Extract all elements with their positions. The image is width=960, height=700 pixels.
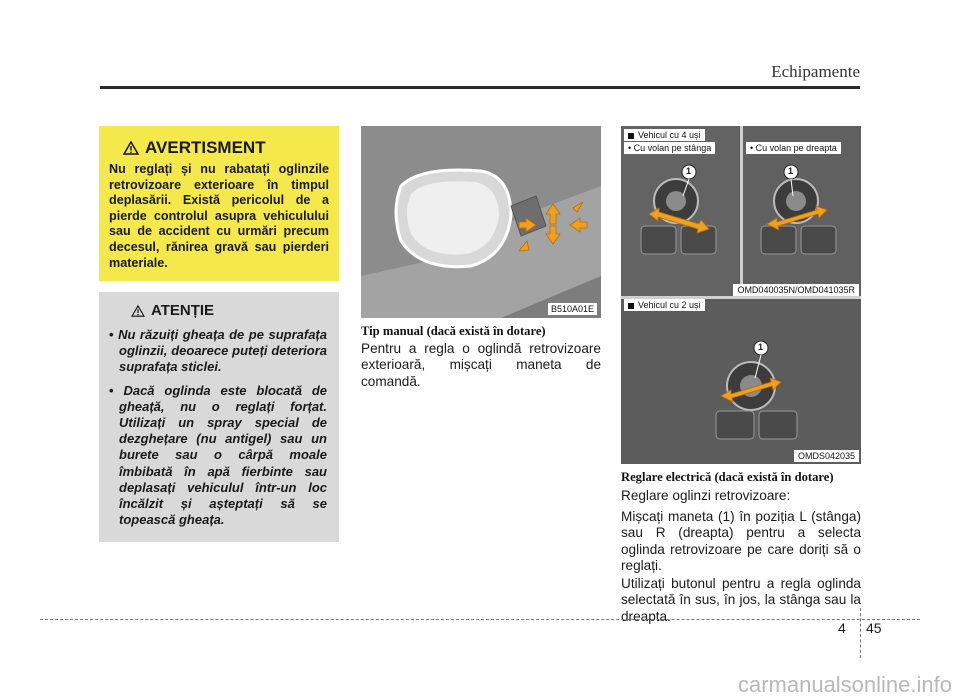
figure-code-bottom: OMDS042035 (794, 450, 859, 462)
square-bullet-icon (628, 303, 634, 309)
callout-number: 1 (758, 342, 764, 352)
caution-title-row (131, 302, 327, 319)
page-number: 45 (866, 620, 882, 636)
footer-rule (40, 619, 920, 620)
label-4-door: Vehicul cu 4 uși (624, 129, 705, 141)
side-mirror-drawing (361, 126, 601, 318)
electric-step-1: Mișcați maneta (1) în poziția L (stânga) sau R (dreapta) pentru a selecta oglinda retrovizoare pe care doriți să o reglați. (621, 509, 861, 574)
manual-heading: Tip manual (dacă există în dotare) (361, 324, 546, 338)
mirror-illustration (361, 126, 601, 318)
label-left-hand-drive: • Cu volan pe stânga (624, 142, 715, 154)
chapter-number: 4 (838, 620, 846, 636)
watermark: carmanualsonline.info (737, 672, 952, 697)
caution-box (99, 292, 339, 542)
warning-box (99, 126, 339, 281)
caution-item: • Nu răzuiți gheața de pe suprafața oglinzii, deoarece puteți deteriora suprafața sticlei. (109, 327, 327, 376)
electric-step-2: Utilizați butonul pentru a regla oglinda selectată în sus, în jos, la stânga sau la dreapta. (621, 576, 861, 624)
caution-triangle-icon (131, 305, 145, 317)
callout-number: 1 (788, 166, 794, 176)
figure-code: B510A01E (548, 303, 597, 315)
warning-title-row (123, 138, 329, 158)
header-rule (100, 86, 860, 89)
square-bullet-icon (628, 133, 634, 139)
warning-title: AVERTISMENT (145, 138, 266, 157)
electric-intro: Reglare oglinzi retrovizoare: (621, 488, 791, 503)
warning-triangle-icon (123, 141, 139, 155)
page-header-title: Echipamente (771, 62, 860, 81)
label-right-hand-drive: • Cu volan pe dreapta (746, 142, 841, 154)
caution-title: ATENȚIE (151, 302, 215, 319)
label-2-door: Vehicul cu 2 uși (624, 299, 705, 311)
caution-list (109, 327, 327, 528)
figure-code-top: OMD040035N/OMD041035R (733, 284, 859, 296)
manual-text: Pentru a regla o oglindă retrovizoare exterioară, mișcați maneta de comandă. (361, 341, 601, 389)
mirror-switch-illustration (621, 126, 861, 464)
warning-text: Nu reglați și nu rabatați oglinzile retrovizoare exterioare în timpul deplasării. Există pericolul de a pierde controlul asupra vehiculului sau de accident cu urmări precum decesul, rănirea gravă sau pierderi materiale. (109, 162, 329, 270)
page-number-divider (860, 608, 861, 658)
callout-number: 1 (686, 166, 692, 176)
electric-heading: Reglare electrică (dacă există în dotare) (621, 470, 834, 484)
caution-item: • Dacă oglinda este blocată de gheață, nu o reglați forțat. Utilizați un spray special de dezghețare (nu antigel) sau un burete sau o cârpă moale îmbibată în apă fierbinte sau deplasați vehiculul într-un loc încălzit și așteptați să se topească gheața. (109, 383, 327, 529)
